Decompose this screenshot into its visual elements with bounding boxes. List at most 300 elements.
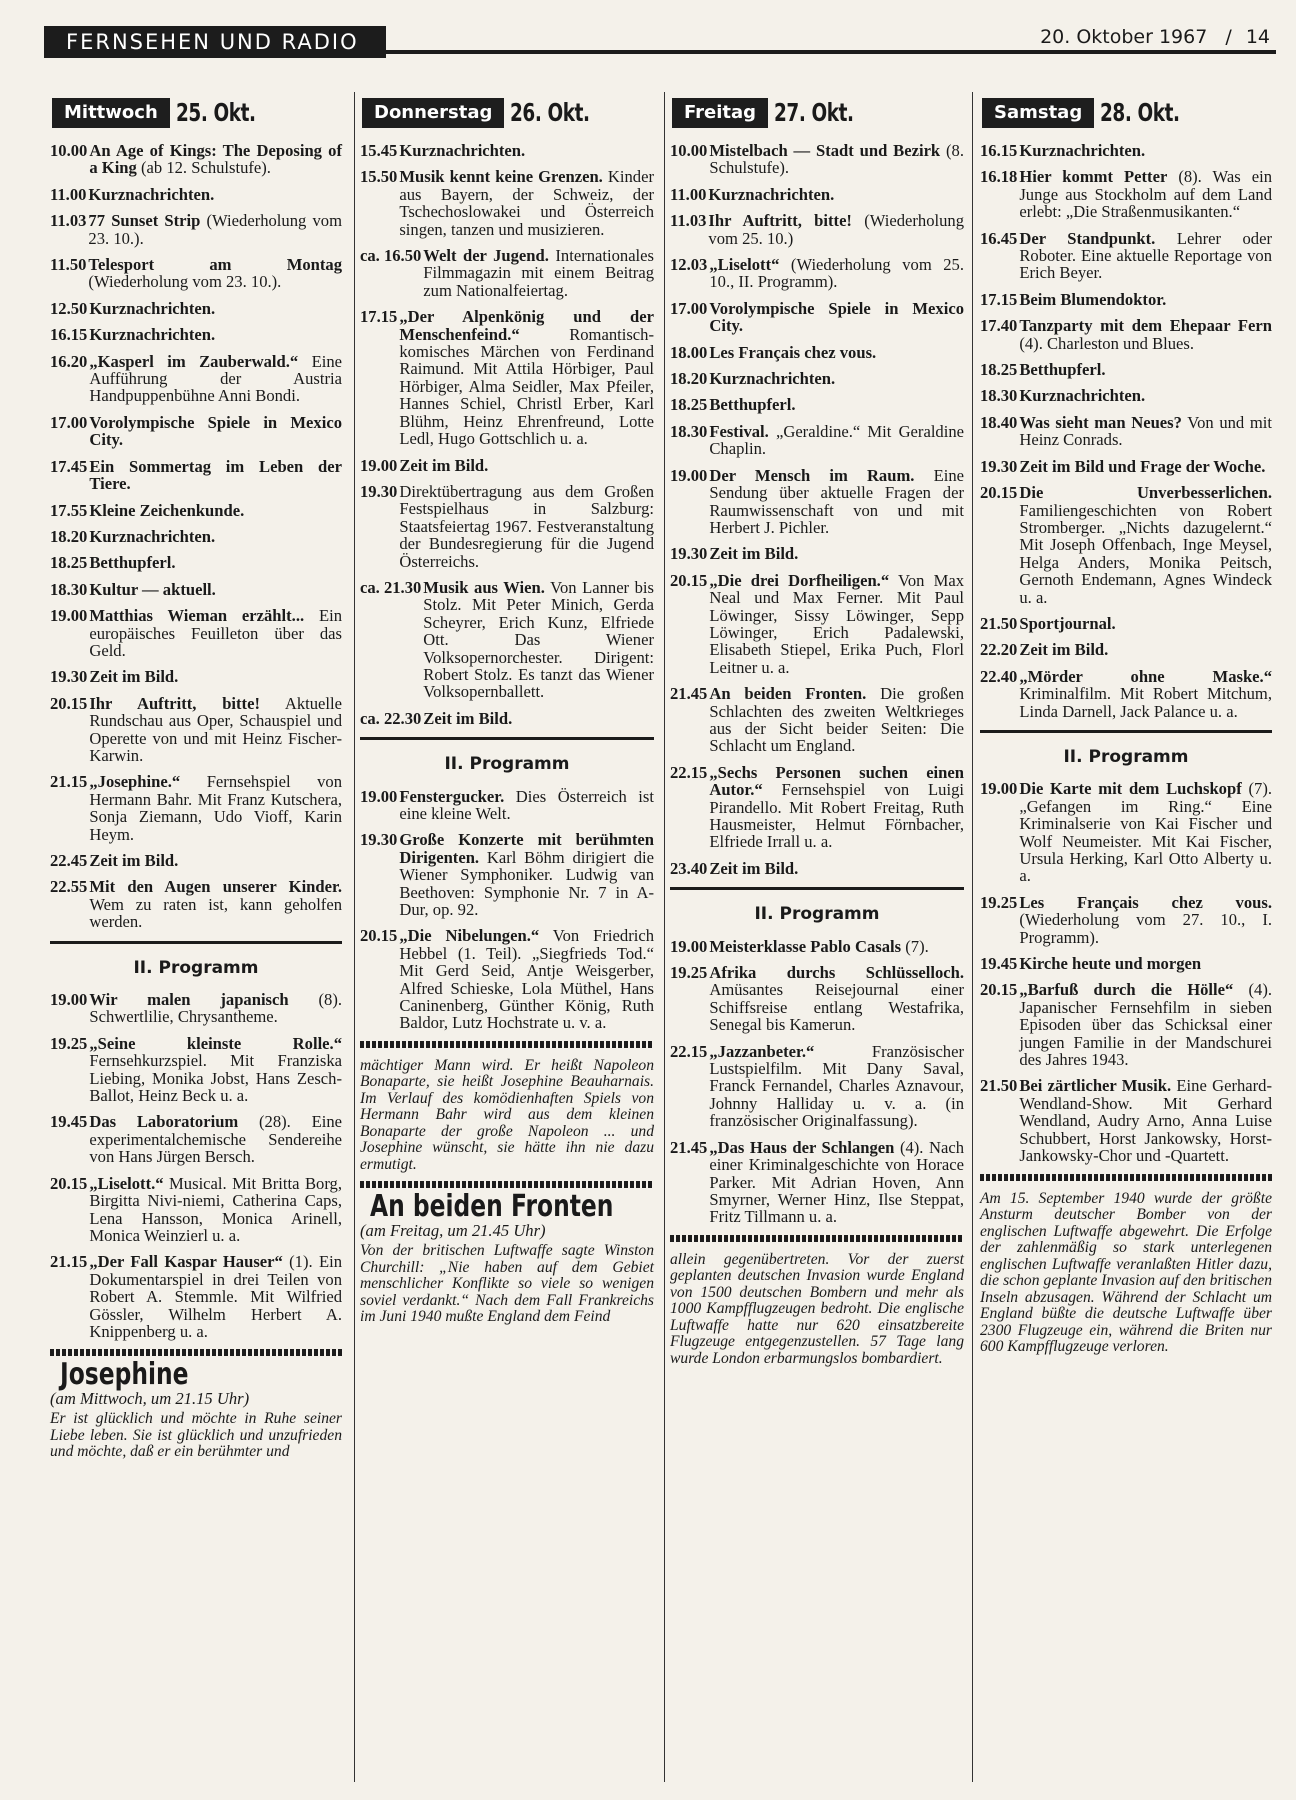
feature-title: Josephine <box>60 1357 189 1393</box>
entry-time: 22.20 <box>980 640 1018 660</box>
entry-time: 18.40 <box>980 412 1018 432</box>
entry-title: Kurznachrichten. <box>88 184 215 204</box>
day-header <box>982 96 1272 130</box>
entry-title: Kirche heute und morgen <box>1019 954 1202 974</box>
entry-content <box>89 852 342 869</box>
entry-description: (ab 12. Schulstufe). <box>136 158 271 178</box>
entry-description: Familiengeschichten von Robert Stromberger. „Nichts dazugelernt.“ Mit Joseph Offenbach, Inge Meysel, Helga Anders, Monika Peitsch, Gernoth Endemann, Agnes Windeck u. a. <box>1019 500 1272 607</box>
entry-title: Tanzparty mit dem Ehepaar Fern <box>1019 316 1272 336</box>
entry-title: Sportjournal. <box>1019 613 1116 633</box>
entry-time: 19.30 <box>980 456 1018 476</box>
entry-time: 22.40 <box>980 666 1018 686</box>
entry-content <box>423 247 654 299</box>
entry-content <box>89 554 342 571</box>
schedule-entry <box>50 695 342 765</box>
entry-time: 22.55 <box>50 877 88 897</box>
entry-description: Fernsehspiel von Hermann Bahr. Mit Franz Kutschera, Sonja Ziemann, Udo Vioff, Karin Heym. <box>89 772 342 844</box>
entry-title: „Der Fall Kaspar Hauser“ <box>89 1252 283 1272</box>
column-divider <box>664 92 665 1782</box>
entry-time: 18.30 <box>980 386 1018 406</box>
entry-title: Zeit im Bild. <box>709 544 799 564</box>
schedule-entry <box>670 212 964 247</box>
entry-time: 15.45 <box>360 141 398 160</box>
entry-title: Kurznachrichten. <box>89 526 216 546</box>
entry-title: Mit den Augen unserer Kinder. <box>89 877 342 897</box>
entry-title: Fenstergucker. <box>399 786 505 806</box>
entry-title: „Mörder ohne Maske.“ <box>1019 666 1272 686</box>
program2-heading: II. Programm <box>444 754 570 775</box>
dotted-divider <box>670 1235 964 1242</box>
date-text: 20. Oktober 1967 <box>1040 26 1208 48</box>
entry-description: Kinder aus Bayern, der Schweiz, der Tschechoslowakei und Österreich singen, tanzen und musizieren. <box>399 167 654 239</box>
entry-time: 11.00 <box>50 184 87 204</box>
entry-description: Internationales Filmmagazin mit einem Beitrag zum Nationalfeiertag. <box>423 246 654 300</box>
schedule-entry <box>360 142 654 159</box>
entry-time: 18.30 <box>670 421 708 441</box>
entry-time: 11.03 <box>50 211 87 231</box>
entry-time: 22.15 <box>670 1041 708 1061</box>
dotted-divider <box>980 1174 1272 1181</box>
day-date: 26. Okt. <box>510 98 590 128</box>
entry-description: Von Max Neal und Max Ferner. Mit Paul Löwinger, Sissy Löwinger, Sepp Löwinger, Erich Padalewski, Elisabeth Stiepel, Erika Puch, Florl Leitner u. a. <box>709 570 964 677</box>
entry-time: 11.50 <box>50 255 87 275</box>
dotted-divider <box>360 1181 654 1188</box>
entry-content <box>1019 484 1272 606</box>
schedule-entry <box>980 894 1272 946</box>
schedule-entry <box>360 710 654 727</box>
schedule-entry <box>670 344 964 361</box>
entry-content <box>709 1139 964 1226</box>
entry-content <box>423 710 654 727</box>
schedule-entry <box>980 317 1272 352</box>
continuation-text: allein gegenübertreten. Vor der zuerst geplanten deutschen Invasion wurde England von 1500 deutschen Bombern und mehr als 1000 Kampfflugzeugen bedroht. Die englische Luftwaffe hatte nur 620 einsatzbereite Flugzeuge entgegenzustellen. 57 Tage lang wurde London erbarmungslos bombardiert. <box>670 1250 964 1367</box>
entry-content <box>89 326 342 343</box>
page-number: 14 <box>1245 26 1270 48</box>
entry-title: Das Laboratorium <box>89 1112 239 1132</box>
schedule-entry <box>50 668 342 685</box>
entry-description: Eine Aufführung der Austria Handpuppenbühne Anni Bondi. <box>89 351 342 406</box>
entry-description: (Wiederholung vom 23. 10.). <box>88 272 282 292</box>
entry-time: 10.00 <box>50 141 88 160</box>
entry-title: „Sechs Personen suchen einen Autor.“ <box>709 762 964 800</box>
entry-description: Musical. Mit Britta Borg, Birgitta Nivi-niemi, Catherina Caps, Lena Hansson, Monica Arinell, Monica Weinzierl u. a. <box>89 1173 342 1245</box>
entry-description: (28). Eine experimentalchemische Sendereihe von Hans Jürgen Bersch. <box>89 1112 343 1167</box>
entry-title: Ihr Auftritt, bitte! <box>708 211 852 231</box>
day-header <box>672 96 964 130</box>
schedule-entry <box>980 668 1272 720</box>
entry-content <box>708 212 964 247</box>
schedule-entry <box>670 938 964 955</box>
entry-content <box>709 142 964 177</box>
entry-time: 12.50 <box>50 298 88 318</box>
entry-title: Die Unverbesserlichen. <box>1019 483 1272 503</box>
entry-time: 19.30 <box>670 544 708 564</box>
entry-time: 11.00 <box>670 184 707 204</box>
schedule-entry <box>980 142 1272 159</box>
entry-title: Vorolympische Spiele in Mexico City. <box>709 298 964 336</box>
schedule-list <box>670 142 964 877</box>
schedule-entry <box>50 773 342 843</box>
program2-list <box>360 788 654 1032</box>
entry-content <box>1019 230 1272 282</box>
issue-date <box>1040 26 1270 48</box>
entry-description: Kriminalfilm. Mit Robert Mitchum, Linda Darnell, Jack Palance u. a. <box>1019 684 1272 721</box>
entry-content <box>89 1035 342 1105</box>
entry-content <box>1019 1077 1272 1164</box>
schedule-entry <box>50 991 342 1026</box>
schedule-entry <box>670 1139 964 1226</box>
entry-time: 19.00 <box>980 779 1018 799</box>
entry-description: (8. Schulstufe). <box>709 141 964 178</box>
schedule-entry <box>50 256 342 291</box>
entry-title: „Jazzanbeter.“ <box>709 1041 815 1061</box>
entry-time: 19.30 <box>360 830 398 850</box>
schedule-entry <box>980 168 1272 220</box>
entry-time: 19.25 <box>50 1033 88 1053</box>
column-divider <box>354 92 355 1782</box>
header-rule <box>386 50 1276 54</box>
day-date: 25. Okt. <box>175 98 256 128</box>
schedule-entry <box>360 831 654 918</box>
entry-description: Karl Böhm dirigiert die Wiener Symphoniker. Ludwig van Beethoven: Symphonie Nr. 7 in A-Dur, op. 92. <box>399 847 654 920</box>
entry-title: Ein Sommertag im Leben der Tiere. <box>89 456 342 494</box>
feature-subtitle: (am Mittwoch, um 21.15 Uhr) <box>50 1388 250 1408</box>
entry-title: Vorolympische Spiele in Mexico City. <box>89 412 342 450</box>
entry-content <box>709 685 964 755</box>
entry-title: Telesport am Montag <box>88 255 342 275</box>
schedule-entry <box>670 964 964 1034</box>
schedule-entry <box>50 186 342 203</box>
entry-time: 16.15 <box>50 325 88 345</box>
entry-content <box>709 370 964 387</box>
entry-description: Von Lanner bis Stolz. Mit Peter Minich, Gerda Scheyrer, Erich Kunz, Elfriede Ott. Das Wiener Volksopernorchester. Dirigent: Robert Stolz. Es tanzt das Wiener Volksopernballett. <box>423 577 654 702</box>
entry-time: 20.15 <box>980 980 1018 1000</box>
entry-content <box>399 142 654 159</box>
day-date: 28. Okt. <box>1100 98 1180 128</box>
entry-description: (7). <box>901 936 929 956</box>
entry-time: 21.15 <box>50 772 88 792</box>
schedule-entry <box>50 1113 342 1165</box>
entry-title: „Das Haus der Schlangen <box>709 1137 895 1157</box>
entry-title: Les Français chez vous. <box>1019 892 1272 912</box>
entry-title: Musik aus Wien. <box>423 577 545 597</box>
schedule-entry <box>50 528 342 545</box>
schedule-entry <box>980 1077 1272 1164</box>
entry-content <box>89 607 342 659</box>
entry-title: Mistelbach — Stadt und Bezirk <box>709 141 941 160</box>
entry-title: Kleine Zeichenkunde. <box>89 500 245 520</box>
entry-content <box>89 142 342 177</box>
entry-content <box>709 256 964 291</box>
schedule-entry <box>670 685 964 755</box>
entry-content <box>1019 168 1272 220</box>
entry-time: 17.00 <box>670 298 708 318</box>
schedule-entry <box>360 927 654 1031</box>
entry-content <box>1019 387 1272 404</box>
schedule-entry <box>360 579 654 701</box>
entry-time: 15.50 <box>360 167 398 187</box>
schedule-entry <box>50 581 342 598</box>
schedule-entry <box>670 545 964 562</box>
entry-content <box>709 860 964 877</box>
entry-title: Welt der Jugend. <box>423 246 549 266</box>
entry-title: „Liselott.“ <box>89 1173 164 1193</box>
entry-description: (Wiederholung vom 25. 10.) <box>708 211 964 248</box>
entry-title: Kurznachrichten. <box>1019 141 1146 160</box>
entry-title: Ihr Auftritt, bitte! <box>89 693 260 713</box>
entry-time: 17.00 <box>50 412 88 432</box>
section-rule <box>980 730 1272 733</box>
schedule-entry <box>980 414 1272 449</box>
schedule-entry <box>670 860 964 877</box>
entry-time: 19.00 <box>670 936 708 956</box>
entry-description: Von und mit Heinz Conrads. <box>1019 412 1272 450</box>
schedule-entry <box>670 764 964 851</box>
entry-content <box>399 831 654 918</box>
entry-content <box>399 308 654 447</box>
entry-time: 19.30 <box>50 667 88 687</box>
schedule-entry <box>980 387 1272 404</box>
entry-description: (4). Nach einer Kriminalgeschichte von Horace Parker. Mit Adrian Hoven, Ann Smyrner, Werner Hinz, Ilse Steppat, Fritz Tillmann u. a. <box>709 1137 964 1227</box>
entry-title: Beim Blumendoktor. <box>1019 289 1167 309</box>
entry-title: „Die drei Dorfheiligen.“ <box>709 570 890 590</box>
entry-time: 10.00 <box>670 141 708 160</box>
entry-description: Von Friedrich Hebbel (1. Teil). „Siegfrieds Tod.“ Mit Gerd Seid, Antje Weisgerber, Alfred Schieske, Lola Müthel, Hans Caninenberg, Günther König, Ruth Baldor, Lutz Hochstrate u. v. a. <box>399 926 654 1033</box>
entry-description: Eine Gerhard-Wendland-Show. Mit Gerhard Wendland, Audry Arno, Anna Luise Schubbert, Horst Jankowsky, Horst-Jankowsky-Chor und -Quartett. <box>1019 1076 1272 1166</box>
entry-description: (1). Ein Dokumentarspiel in drei Teilen von Robert A. Stemmle. Mit Wilfried Gössler, Wilhelm Herbert A. Knippenberg u. a. <box>89 1252 342 1341</box>
entry-description: Dies Österreich ist eine kleine Welt. <box>399 786 654 823</box>
entry-time: 22.15 <box>670 762 708 782</box>
schedule-entry <box>670 186 964 203</box>
entry-title: Zeit im Bild. <box>709 858 799 878</box>
entry-description: Aktuelle Rundschau aus Oper, Schauspiel und Operette von und mit Heinz Fischer-Karwin. <box>89 693 342 765</box>
entry-time: 17.15 <box>980 289 1018 309</box>
day-header <box>52 96 342 130</box>
schedule-entry <box>980 615 1272 632</box>
entry-title: Betthupferl. <box>1019 360 1106 380</box>
entry-content <box>89 878 342 930</box>
entry-description: (Wiederholung vom 23. 10.). <box>88 211 342 248</box>
entry-time: 18.25 <box>980 360 1018 380</box>
entry-time: 19.00 <box>670 465 708 485</box>
entry-content <box>88 186 342 203</box>
entry-content <box>89 528 342 545</box>
entry-time: 16.18 <box>980 167 1018 187</box>
entry-time: 19.00 <box>50 606 88 626</box>
entry-description: Fernsehkurzspiel. Mit Franziska Liebing, Monika Jobst, Hans Zesch-Ballot, Heinz Beck u. a. <box>89 1051 342 1106</box>
entry-content <box>709 545 964 562</box>
entry-content <box>89 1113 342 1165</box>
feature-text: Von der britischen Luftwaffe sagte Winston Churchill: „Nie haben auf dem Gebiet menschlicher Konflikte so viele so wenigen soviel verdankt.“ Nach dem Fall Frankreichs im Juni 1940 mußte England dem Feind <box>360 1242 654 1326</box>
entry-time: 20.15 <box>50 693 88 713</box>
entry-description: Wem zu raten ist, kann geholfen werden. <box>89 894 342 932</box>
entry-time: 21.15 <box>50 1252 88 1272</box>
entry-content <box>89 773 342 843</box>
entry-time: 16.20 <box>50 351 88 371</box>
entry-content <box>1019 615 1272 632</box>
entry-title: Kurznachrichten. <box>1019 386 1146 406</box>
entry-description: Romantisch-komisches Märchen von Ferdinand Raimund. Mit Attila Hörbiger, Paul Hörbiger, Alma Seidler, Max Pfeiler, Hannes Schiel, Christl Erber, Karl Blühm, Heinz Ehrenfreund, Lotte Ledl, Hugo Gottschlich u. a. <box>399 324 654 449</box>
entry-title: Kurznachrichten. <box>399 141 526 160</box>
entry-time: 21.45 <box>670 684 708 704</box>
entry-description: (7). „Gefangen im Ring.“ Eine Kriminalserie von Kai Fischer und Wolf Neumeister. Mit Kai Fischer, Ursula Herking, Karl Otto Alberty u. a. <box>1019 779 1272 886</box>
entry-time: 16.15 <box>980 141 1018 160</box>
entry-content <box>399 457 654 474</box>
schedule-entry <box>980 484 1272 606</box>
entry-description: Ein europäisches Feuilleton über das Geld. <box>89 606 342 660</box>
entry-title: Les Français chez vous. <box>709 342 877 362</box>
program2-heading: II. Programm <box>133 957 259 978</box>
entry-title: „Josephine.“ <box>89 772 181 792</box>
entry-title: Wir malen japanisch <box>89 990 289 1010</box>
entry-title: Betthupferl. <box>709 395 796 415</box>
entry-time: 21.45 <box>670 1137 708 1157</box>
column-mittwoch <box>50 96 342 1461</box>
entry-content <box>709 938 964 955</box>
entry-time: 19.45 <box>50 1112 88 1132</box>
entry-title: „Barfuß durch die Hölle“ <box>1019 980 1234 1000</box>
column-divider <box>972 92 973 1782</box>
entry-time: 22.45 <box>50 851 88 870</box>
entry-title: Kurznachrichten. <box>89 298 216 318</box>
program2-list <box>980 780 1272 1164</box>
entry-title: An beiden Fronten. <box>709 684 867 704</box>
schedule-entry <box>670 467 964 537</box>
entry-time: 17.40 <box>980 316 1018 336</box>
entry-time: 16.45 <box>980 228 1018 248</box>
entry-content <box>89 695 342 765</box>
entry-time: 19.25 <box>980 892 1018 912</box>
program2-list <box>670 938 964 1226</box>
entry-title: Bei zärtlicher Musik. <box>1019 1076 1172 1096</box>
entry-content <box>1019 458 1272 475</box>
entry-title: Zeit im Bild. <box>399 455 489 475</box>
entry-title: Zeit im Bild. <box>423 708 513 728</box>
entry-time: 20.15 <box>980 483 1018 503</box>
entry-description: Fernsehspiel von Luigi Pirandello. Mit Robert Freitag, Ruth Hausmeister, Helmut Förnbacher, Elfriede Irrall u. a. <box>709 780 964 852</box>
entry-title: Matthias Wieman erzählt... <box>89 606 305 626</box>
date-separator: / <box>1225 26 1232 48</box>
entry-content <box>1019 668 1272 720</box>
entry-content <box>1019 291 1272 308</box>
entry-time: 23.40 <box>670 858 708 878</box>
schedule-entry <box>360 788 654 823</box>
entry-time: 20.15 <box>670 570 708 590</box>
entry-content <box>709 764 964 851</box>
entry-title: „Seine kleinste Rolle.“ <box>89 1033 342 1053</box>
entry-description: „Geraldine.“ Mit Geraldine Chaplin. <box>709 421 964 459</box>
entry-time: 17.45 <box>50 456 88 476</box>
schedule-entry <box>50 300 342 317</box>
entry-time: 18.20 <box>50 526 88 546</box>
schedule-entry <box>360 247 654 299</box>
entry-description: (4). Japanischer Fernsehfilm in sieben Episoden über das Schicksal einer jungen Familie in der Mandschurei des Jahres 1943. <box>1019 980 1272 1070</box>
entry-title: Der Standpunkt. <box>1019 228 1156 248</box>
entry-content <box>89 1175 342 1245</box>
entry-time: 18.20 <box>670 369 708 389</box>
entry-description: Amüsantes Reisejournal einer Schiffsreise entlang Westafrika, Senegal bis Kamerun. <box>709 980 964 1035</box>
schedule-list <box>50 142 342 931</box>
schedule-entry <box>670 300 964 335</box>
day-name: Donnerstag <box>362 98 504 128</box>
section-title: FERNSEHEN UND RADIO <box>44 26 386 58</box>
entry-description: Eine Sendung über aktuelle Fragen der Raumwissenschaft von und mit Herbert J. Pichler. <box>709 465 964 537</box>
entry-content <box>89 991 342 1026</box>
feature-title: An beiden Fronten <box>370 1189 614 1225</box>
entry-description: Direktübertragung aus dem Großen Festspielhaus in Salzburg: Staatsfeiertag 1967. Festveranstaltung der Bundesregierung für die Jugend Österreichs. <box>399 481 654 571</box>
entry-title: Kurznachrichten. <box>709 369 836 389</box>
entry-time: 21.50 <box>980 1076 1018 1096</box>
entry-content <box>1019 361 1272 378</box>
entry-content <box>1019 894 1272 946</box>
entry-content <box>1019 142 1272 159</box>
entry-time: 11.03 <box>670 211 707 231</box>
schedule-entry <box>50 607 342 659</box>
entry-content <box>709 300 964 335</box>
entry-content <box>89 668 342 685</box>
schedule-entry <box>670 142 964 177</box>
entry-description: (8). Was ein Junge aus Stockholm auf dem Land erlebt: „Die Straßenmusikanten.“ <box>1019 167 1272 222</box>
entry-content <box>89 502 342 519</box>
entry-title: 77 Sunset Strip <box>88 211 201 231</box>
entry-content <box>423 579 654 701</box>
entry-description: Französischer Lustspielfilm. Mit Dany Saval, Franck Fernandel, Charles Aznavour, Johnny Halliday u. v. a. (in französischer Originalfassung). <box>709 1041 964 1131</box>
schedule-entry <box>670 1043 964 1130</box>
entry-title: An Age of Kings: The Deposing of a King <box>89 141 342 178</box>
entry-time: 20.15 <box>50 1173 88 1193</box>
entry-content <box>1019 981 1272 1068</box>
day-name: Samstag <box>982 98 1094 128</box>
schedule-entry <box>50 326 342 343</box>
schedule-list <box>360 142 654 727</box>
dotted-divider <box>50 1349 342 1356</box>
day-name: Freitag <box>672 98 768 128</box>
schedule-entry <box>980 955 1272 972</box>
schedule-entry <box>980 641 1272 658</box>
entry-time: 18.00 <box>670 342 708 362</box>
schedule-entry <box>360 457 654 474</box>
continuation-text: Am 15. September 1940 wurde der größte Ansturm deutscher Bomber von der englischen Luftwaffe abgewehrt. Die Erfolge der zahlenmäßig so stark unterlegenen englischen Luftwaffe veranlaßten Hitler dazu, die schon geplante Invasion auf den britischen Inseln abzusagen. Während der Schlacht um England büßte die deutsche Luftwaffe über 2300 Flugzeuge ein, während die Briten nur 600 Kampfflugzeuge verloren. <box>980 1189 1272 1355</box>
entry-title: „Der Alpenkönig und der Menschenfeind.“ <box>399 307 654 344</box>
entry-content <box>89 1253 342 1340</box>
schedule-entry <box>50 852 342 869</box>
entry-title: Was sieht man Neues? <box>1019 412 1182 432</box>
entry-description: Die großen Schlachten des zweiten Weltkrieges aus der Sicht beider Seiten: Die Schlacht um England. <box>709 684 964 756</box>
entry-time: 20.15 <box>360 926 398 946</box>
schedule-entry <box>360 308 654 447</box>
entry-time: 19.00 <box>360 455 398 475</box>
entry-time: 19.25 <box>670 963 708 983</box>
entry-title: Der Mensch im Raum. <box>709 465 915 485</box>
schedule-entry <box>670 396 964 413</box>
entry-title: Zeit im Bild. <box>89 667 179 687</box>
schedule-entry <box>360 483 654 570</box>
entry-content <box>399 788 654 823</box>
schedule-entry <box>50 554 342 571</box>
entry-content <box>709 1043 964 1130</box>
dotted-divider <box>360 1041 654 1048</box>
entry-time: ca. 21.30 <box>360 577 422 597</box>
schedule-entry <box>360 168 654 238</box>
schedule-entry <box>50 878 342 930</box>
entry-content <box>399 927 654 1031</box>
feature-subtitle: (am Freitag, um 21.45 Uhr) <box>360 1220 546 1240</box>
entry-title: Kurznachrichten. <box>89 325 216 345</box>
entry-title: Hier kommt Petter <box>1019 167 1168 187</box>
entry-description: (8). Schwertlilie, Chrysantheme. <box>89 990 342 1027</box>
schedule-entry <box>50 1253 342 1340</box>
entry-time: ca. 22.30 <box>360 708 422 728</box>
